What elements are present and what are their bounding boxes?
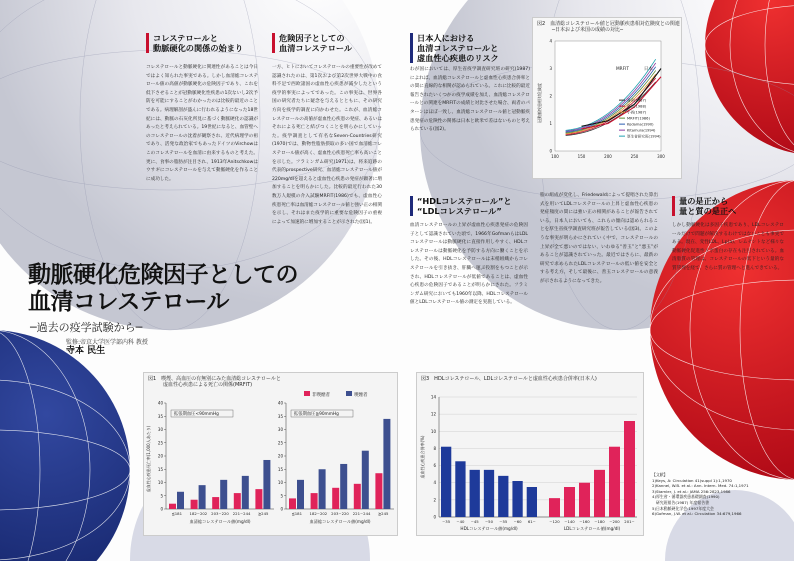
bar — [362, 451, 369, 509]
x-tick-label: 100 — [551, 154, 559, 159]
bar — [484, 470, 494, 517]
figure-1-chart — [144, 389, 397, 537]
x-tick-label: ~45 — [470, 519, 479, 524]
x-tick-label: 203~220 — [211, 511, 229, 516]
col6-text: しかし動脈硬化は多因子疾患であり、LDLコレステロールだけで問題が解決するわけではないことも事実である。現在、変性LDL、Lp(a)、レムナントなど様々な動脈硬化促進性リポ蛋白の存在も注目されている。血清脂質の管理は、コレステロールの低下という量的な質管理を経て、さらに質の管理へと進んできている。 — [672, 223, 784, 271]
figure-1 — [143, 372, 398, 536]
y-tick-label: 10 — [430, 428, 436, 434]
y-tick-label: 40 — [157, 400, 163, 406]
y-tick-label: 25 — [157, 440, 163, 446]
bar — [332, 488, 339, 509]
col4-text: 血清コレステロールの上昇が虚血性心疾患発症の危険因子として認識されていた頃で、1966年GofmanらはLDLコレステロールは動脈硬化に直接作用しやすく、HDLコレステロールは動脈硬化を予防する方向に働くことを示した。その後、HDLコレステロールは末梢組織からコレステロールを引き抜き、肝臓へ運ぶ役割をもつことが示され、HDLコレステロールが低値であることは、虚血性心疾患の危険因子であることが明らかにされた。フラミンガム研究においても1960年以降、HDLコレステロール値とLDLコレステロール値の測定を実施している。 — [410, 223, 528, 306]
reference-item: 2)Kannel, W.B. et al.: Ann. Intern. Med. 74:1,1971 — [652, 483, 749, 489]
x-tick-label: ~50 — [484, 519, 494, 524]
y-tick-label: 40 — [277, 400, 283, 406]
col3-text: わが国においては、厚生省疫学調査研究班の研究(1987)によれば、血清総コレステロールと虚血性心疾患合併率との間に直線的な相関が認められている。これに比較的最近報告されたいくつかの疫学成績を加え、血清総コレステロールとの関連をMRFITの成績と対比させた場合、両者のパターンはほぼ一致し、血清総コレステロール値と冠動脈疾患発症の危険性の関係は日本と欧米で差はないものと考えられている(図2)。 — [410, 67, 530, 133]
y-axis-label: 虚血性心疾患死亡率(1,000人あたり) — [146, 425, 151, 493]
bar — [311, 493, 318, 509]
x-tick-label: 182~202 — [309, 511, 328, 516]
y-tick-label: 0 — [160, 506, 163, 512]
bar — [319, 469, 326, 509]
x-tick-label: 250 — [630, 154, 639, 159]
x-axis-label: HDLコレステロール値(mg/dl) — [460, 526, 518, 531]
reference-item: 3)Stamler, J. et al.: JAMA 256:2823,1986 — [652, 488, 731, 494]
x-tick-label: ~120 — [549, 519, 560, 524]
y-tick-label: 8 — [433, 445, 436, 451]
x-tick-label: 61~ — [527, 519, 536, 524]
legend-label: 厚生省研究班(1994) — [627, 134, 661, 139]
bar — [263, 460, 270, 509]
figure-3-caption: 図3 HDLコレステロール、LDLコレステロールと虚血性心疾患合併率(日本人) — [421, 376, 597, 382]
bar — [297, 480, 304, 509]
y-tick-label: 4 — [549, 38, 552, 44]
bar — [212, 497, 219, 509]
bar — [383, 419, 390, 509]
figure-2-chart — [533, 33, 681, 179]
bar — [594, 470, 605, 517]
bar — [564, 487, 575, 517]
y-axis-label: 虚血性心疾患合併率(%) — [420, 435, 425, 479]
legend-label: Kitamura(1994) — [627, 128, 656, 133]
y-tick-label: 30 — [277, 427, 283, 432]
bar — [470, 470, 480, 517]
y-tick-label: 20 — [277, 453, 283, 459]
y-tick-label: 5 — [280, 493, 283, 499]
col6-heading: 量の是正から 量と質の是正へ — [672, 196, 782, 216]
bar — [242, 476, 249, 509]
references-list — [652, 478, 784, 517]
y-tick-label: 14 — [430, 394, 436, 400]
legend-label: MRFIT(1986) — [627, 116, 650, 121]
y-tick-label: 35 — [277, 413, 283, 419]
figure-2-caption: 図2 血清総コレステロール値と冠動脈疾患相対危険度との関連 ─日本および米国の成績の対比─ — [537, 21, 680, 33]
x-tick-label: ~180 — [594, 519, 605, 524]
panel-label: 拡張期血圧≧90mmHg — [294, 412, 339, 417]
legend-label: 喫煙者 — [354, 393, 368, 398]
x-tick-label: 203~220 — [331, 511, 349, 516]
panel-label: 拡張期血圧<90mmHg — [174, 412, 219, 417]
series-label-mrfit: MRFIT — [615, 66, 630, 72]
main-title-line1: 動脈硬化危険因子としての — [28, 262, 298, 288]
y-tick-label: 5 — [160, 493, 163, 499]
bar — [441, 447, 451, 517]
y-tick-label: 35 — [157, 413, 163, 419]
figure-3-chart — [417, 385, 643, 535]
bar — [169, 504, 176, 509]
col4-heading: “HDLコレステロール”と “LDLコレステロール” — [410, 196, 530, 216]
y-tick-label: 0 — [549, 148, 552, 154]
references — [652, 472, 784, 517]
main-title — [28, 262, 298, 316]
y-tick-label: 0 — [280, 506, 283, 512]
y-tick-label: 0 — [433, 514, 436, 520]
bar — [220, 480, 227, 509]
col5-text: 脂の組成が変化し、Friedewaldによって提唱された算出式を用いてLDLコレステロールの上昇と虚血性心疾患の発症頻度の間には強い正の相関があることが報告されている。日本人においても、これらの傾向は認められることを厚生省疫学調査研究班が報告している(図3)。このような事実が明らかにされていく中で、コレステロールの上昇が全て悪いのではない、いわゆる“善玉”と“悪玉”があることが認識されていった。最近ではさらに、最新の研究で求められたLDLコレステロールの低い値を安全とする考え方、そして最後に、善玉コレステロールの意義が示されるようになってきた。 — [540, 193, 658, 284]
y-tick-label: 30 — [157, 427, 163, 432]
bar — [455, 461, 465, 517]
x-tick-label: ≦181 — [171, 511, 183, 516]
y-axis-label: 冠動脈疾患相対危険度 — [537, 83, 542, 123]
figure-3 — [416, 372, 644, 536]
legend-label: 喜多(1987) — [627, 98, 647, 103]
subtitle: ─過去の疫学試験から─ — [30, 321, 143, 334]
y-tick-label: 10 — [157, 480, 163, 485]
x-tick-label: ~60 — [513, 519, 522, 524]
x-tick-label: ~200 — [609, 519, 620, 524]
legend-label: 非喫煙者 — [312, 393, 330, 398]
reference-item: 5)日本動脈硬化学会:1997年度大会 — [652, 505, 714, 511]
col3-heading: 日本人における 血清コレステロールと 虚血性心疾患のリスク — [410, 33, 530, 63]
x-tick-label: ~35 — [442, 519, 451, 524]
x-tick-label: ≧245 — [257, 511, 269, 516]
col1-heading: コレステロールと 動脈硬化の関係の始まり — [146, 33, 256, 53]
y-tick-label: 12 — [430, 411, 436, 417]
y-tick-label: 6 — [433, 463, 436, 469]
legend-swatch — [304, 391, 310, 396]
x-tick-label: ≦181 — [291, 511, 303, 516]
y-tick-label: 10 — [277, 480, 283, 485]
x-tick-label: ~40 — [456, 519, 465, 524]
bar — [177, 492, 184, 509]
legend-label: 小西(1987) — [627, 110, 647, 115]
bar — [624, 421, 635, 517]
bar — [527, 487, 537, 517]
bar — [234, 493, 241, 509]
legend-label: Kodama(1990) — [627, 122, 654, 127]
x-tick-label: ~140 — [564, 519, 575, 524]
bar — [354, 484, 361, 509]
reference-item: 4)厚生省・循環器疾患基礎調査(1990) — [652, 494, 720, 500]
bar — [199, 485, 206, 509]
y-tick-label: 20 — [157, 453, 163, 459]
y-tick-label: 25 — [277, 440, 283, 446]
x-tick-label: 182~202 — [189, 511, 208, 516]
main-title-line2: 血清コレステロール — [28, 289, 229, 315]
figure-2 — [532, 17, 682, 179]
bar — [512, 481, 522, 517]
reference-item: 6)Gofman, J.W. et al.: Circulation 34:679,1966 — [652, 511, 742, 517]
figure-1-caption: 図1 喫煙、高血圧の有無別にみた血清総コレステロールと 虚血性心疾患による死亡の関係(MRFIT) — [148, 376, 281, 388]
bar — [340, 464, 347, 509]
x-tick-label: 221~244 — [232, 511, 251, 516]
bar — [549, 498, 560, 517]
bar — [255, 489, 262, 509]
legend-label: 藤田(1988) — [627, 104, 647, 109]
y-tick-label: 15 — [157, 466, 163, 472]
x-tick-label: ≧245 — [377, 511, 389, 516]
x-tick-label: 300 — [657, 154, 665, 159]
y-tick-label: 4 — [433, 480, 436, 486]
series-label-japan: 日本 — [644, 66, 653, 72]
x-tick-label: ~55 — [499, 519, 508, 524]
legend-swatch — [346, 391, 352, 396]
author-affiliation: 監修:帝京大学医学部内科 教授 — [66, 339, 148, 346]
y-tick-label: 2 — [433, 497, 436, 503]
y-tick-label: 3 — [549, 66, 552, 71]
col2-text: 一方、ヒトにおいてコレステロールの重要性が改めて認識されたのは、第1次および第2次世界大戦中の食料不足で西欧諸国の虚血性心疾患が減少したという疫学的事実によってであった。この事実は、世界各国の研究者たちに疑念を与えるとともに、その研究方向を疫学的調査に向かわせた。これが、血清総コレステロールの高値が虚血性心疾患の発症、あるいはそれによる死亡と結びつくことを明らかにしていった。疫学調査として有名なSeven-Countries研究(1970)では、動物性脂肪摂取の多い国で血清総コレステロール値が高く、虚血性心疾患死亡率も高いことを示した。フラミンガム研究(1971)は、将来追跡の代表的prospective研究、血清総コレステロール値が220mg/dlを超えると虚血性心疾患の発症が顕著に増加することを明らかにした。比較的最近行われた30数万人規模の介入試験MRFIT(1986)でも、虚血性心疾患死亡率は血清総コレステロール値と強い正の相関を示し、それはまた疫学的に重要な危険因子の重複によって加速的に増加することが示された(図1)。 — [272, 65, 382, 225]
x-tick-label: 201~ — [624, 519, 635, 524]
col2-heading: 危険因子としての 血清コレステロール — [272, 33, 382, 53]
col1-text: コレステロールと動脈硬化に関連性があることは今日ではよく知られた事実である。しかし血清総コレステロール値の高値が動脈硬化の危険因子であり、これを低下させることが冠動脈硬化性疾患の1次ないし2次予防を可能にすることがわかったのは比較的最近のことである。病理解剖が盛んに行われるようになった18世紀には、動脈の石灰化所見に基づく動脈硬化の認識があったと考えられている。19世紀になると、血管壁へのコレステロールの沈着が観察され、近代病理学の祖であり、活発な政治家でもあったドイツのVirchowはこのコレステロールを血清に由来するものと考えた。更に、食事の脂肪が注目され、1913年Anitschkowはウサギにコレステロールを与えて動脈硬化を作ることに成功した。 — [146, 65, 258, 182]
y-tick-label: 1 — [549, 121, 552, 126]
bar — [579, 483, 590, 517]
reference-item: 研究班報告(1987) 年度報告書 — [652, 499, 709, 505]
bar — [191, 500, 198, 509]
x-tick-label: 200 — [604, 154, 612, 159]
bar — [609, 447, 620, 517]
bar — [375, 473, 382, 509]
x-tick-label: 221~244 — [352, 511, 371, 516]
x-axis-label: LDLコレステロール値(mg/dl) — [563, 526, 621, 531]
bar — [498, 476, 508, 517]
x-tick-label: 150 — [577, 154, 586, 159]
x-tick-label: ~160 — [579, 519, 590, 524]
reference-item: 1)Keys, A: Circulation 41(suppl 1):1,1970 — [652, 477, 732, 483]
references-title: 【文献】 — [652, 472, 668, 477]
x-axis-label: 血清総コレステロール値(mg/dl) — [309, 519, 371, 524]
y-tick-label: 15 — [277, 466, 283, 472]
bar — [289, 498, 296, 509]
x-axis-label: 血清総コレステロール値(mg/dl) — [189, 519, 251, 524]
author — [66, 338, 148, 356]
author-name: 寺本 民生 — [66, 346, 106, 356]
y-tick-label: 2 — [549, 93, 552, 99]
